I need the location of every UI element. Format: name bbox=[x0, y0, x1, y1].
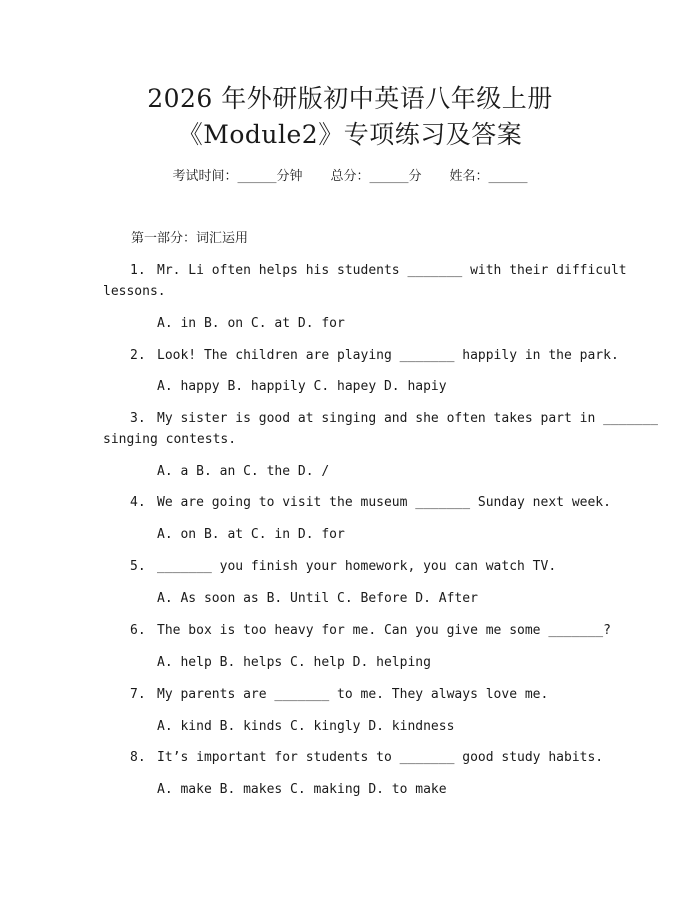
question-options: A. make B. makes C. making D. to make bbox=[157, 782, 447, 797]
question-number: 8. bbox=[130, 750, 146, 765]
question-stem-continued: lessons. bbox=[103, 284, 166, 299]
question-stem: My parents are _______ to me. They always love me. bbox=[157, 687, 549, 702]
question-stem: My sister is good at singing and she often takes part in _______ bbox=[157, 411, 658, 426]
question-number: 4. bbox=[130, 495, 146, 510]
question-options: A. a B. an C. the D. / bbox=[157, 464, 330, 479]
question-number: 2. bbox=[130, 348, 146, 363]
question-stem-continued: singing contests. bbox=[103, 432, 237, 447]
question-options: A. help B. helps C. help D. helping bbox=[157, 655, 431, 670]
exam-info bbox=[0, 168, 700, 186]
exam-score-label: 总分：______分 bbox=[330, 169, 422, 184]
question-stem: Mr. Li often helps his students _______ with their difficult bbox=[157, 263, 627, 278]
question-number: 1. bbox=[130, 263, 146, 278]
question-number: 6. bbox=[130, 623, 146, 638]
question-options: A. in B. on C. at D. for bbox=[157, 316, 345, 331]
question-stem: We are going to visit the museum _______ Sunday next week. bbox=[157, 495, 611, 510]
question-stem: The box is too heavy for me. Can you give me some _______? bbox=[157, 623, 611, 638]
question-number: 7. bbox=[130, 687, 146, 702]
document-title-line2: 《Module2》专项练习及答案 bbox=[177, 120, 523, 149]
exam-time-label: 考试时间：______分钟 bbox=[172, 169, 303, 184]
question-number: 5. bbox=[130, 559, 146, 574]
question-options: A. As soon as B. Until C. Before D. After bbox=[157, 591, 478, 606]
section-title: 第一部分：词汇运用 bbox=[131, 231, 249, 246]
exam-name-label: 姓名：______ bbox=[449, 169, 528, 184]
question-options: A. happy B. happily C. hapey D. hapiy bbox=[157, 379, 447, 394]
question-stem: It’s important for students to _______ good study habits. bbox=[157, 750, 604, 765]
question-number: 3. bbox=[130, 411, 146, 426]
question-options: A. kind B. kinds C. kingly D. kindness bbox=[157, 719, 455, 734]
question-options: A. on B. at C. in D. for bbox=[157, 527, 345, 542]
question-stem: _______ you finish your homework, you can watch TV. bbox=[157, 559, 557, 574]
question-stem: Look! The children are playing _______ happily in the park. bbox=[157, 348, 619, 363]
document-title-line1: 2026 年外研版初中英语八年级上册 bbox=[147, 84, 553, 113]
